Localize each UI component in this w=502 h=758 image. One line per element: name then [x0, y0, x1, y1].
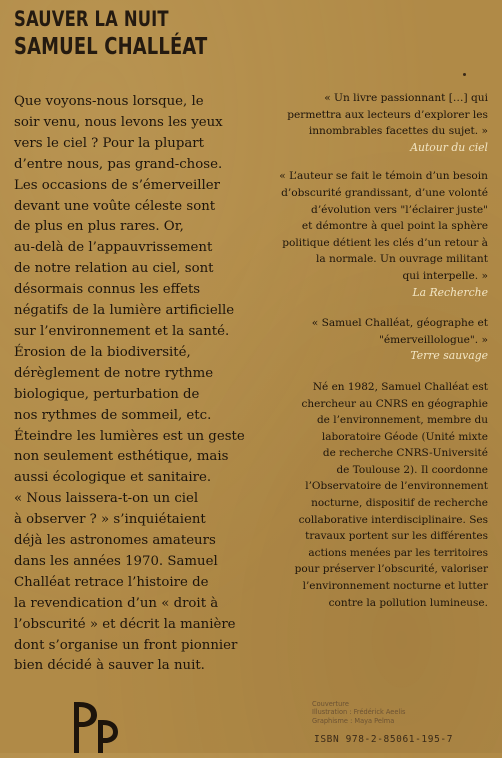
review-quote — [268, 90, 488, 156]
summary-line: biologique, perturbation de — [14, 386, 200, 402]
summary-line: dérèglement de notre rythme — [14, 365, 214, 381]
bio-line: Né en 1982, Samuel Challéat est — [312, 380, 488, 393]
summary-line: Les occasions de s’émerveiller — [14, 177, 220, 193]
bio-line: de Toulouse 2). Il coordonne — [336, 463, 488, 476]
bio-line: pour préserver l’obscurité, valoriser — [294, 563, 488, 576]
summary-line: de plus en plus rares. Or, — [14, 219, 184, 235]
summary-line: Érosion de la biodiversité, — [14, 344, 191, 360]
publisher-logo-icon — [72, 698, 120, 753]
bio-line: chercheur au CNRS en géographie — [301, 397, 488, 410]
dot-mark — [463, 73, 466, 76]
summary-line: bien décidé à sauver la nuit. — [14, 658, 205, 674]
book-title: SAUVER LA NUIT — [14, 7, 169, 31]
summary-line: désormais connus les effets — [14, 282, 201, 298]
summary-line: Que voyons-nous lorsque, le — [14, 94, 204, 109]
bio-line: l’environnement nocturne et lutter — [302, 580, 488, 593]
book-header — [14, 6, 262, 62]
quote-line: « Un livre passionnant […] qui — [324, 92, 488, 104]
author-bio — [268, 379, 488, 611]
summary-line: déjà les astronomes amateurs — [14, 533, 216, 549]
quote-line: permettra aux lecteurs d’explorer les — [287, 108, 488, 121]
summary-line: négatifs de la lumière artificielle — [14, 303, 235, 319]
quote-source: Terre sauvage — [410, 349, 488, 363]
summary-line: au-delà de l’appauvrissement — [14, 240, 213, 256]
summary-line: la revendication d’un « droit à — [14, 595, 219, 611]
summary-line: dans les années 1970. Samuel — [14, 553, 218, 569]
summary-line: dont s’organise un front pionnier — [14, 637, 238, 653]
bio-line: travaux portent sur les différentes — [305, 530, 488, 543]
summary-line: aussi écologique et sanitaire. — [14, 470, 212, 486]
summary-line: de notre relation au ciel, sont — [14, 261, 214, 277]
review-quote — [268, 168, 488, 301]
quote-line: politique détient les clés d’un retour à — [282, 236, 488, 249]
summary-line: sur l’environnement et la santé. — [14, 323, 230, 339]
book-author: SAMUEL CHALLÉAT — [14, 34, 208, 60]
bio-line: laboratoire Géode (Unité mixte — [321, 430, 488, 443]
bio-line: de l’environnement, membre du — [316, 414, 488, 427]
bio-line: actions menées par les territoires — [308, 546, 488, 559]
credit-line: Couverture — [312, 700, 349, 708]
bio-line: de recherche CNRS-Université — [322, 447, 488, 460]
review-quote — [268, 315, 488, 365]
quote-line: d’obscurité grandissant, d’une volonté — [281, 186, 488, 199]
reviews-column — [268, 90, 488, 611]
credit-line: Graphisme : Maya Pelma — [312, 716, 395, 725]
summary-line: nos rythmes de sommeil, etc. — [14, 407, 212, 423]
credit-line: Illustration : Frédérick Aeelis — [312, 708, 406, 717]
quote-source: Autour du ciel — [410, 140, 488, 154]
quote-line: d’évolution vers "l’éclairer juste" — [311, 203, 488, 216]
summary-line: devant une voûte céleste sont — [14, 198, 216, 214]
quote-line: la normale. Un ouvrage militant — [315, 253, 488, 266]
summary-line: vers le ciel ? Pour la plupart — [14, 135, 204, 151]
summary-line: non seulement esthétique, mais — [14, 449, 229, 465]
summary-line: l’obscurité » et décrit la manière — [14, 616, 236, 632]
summary-line: à observer ? » s’inquiétaient — [14, 512, 206, 528]
quote-source: La Recherche — [412, 285, 488, 299]
bio-line: nocturne, dispositif de recherche — [311, 497, 488, 510]
summary-line: soir venu, nous levons les yeux — [14, 114, 223, 130]
summary-line: Challéat retrace l’histoire de — [14, 574, 209, 590]
quote-line: « L’auteur se fait le témoin d’un besoin — [279, 170, 488, 183]
cover-credits — [312, 700, 405, 725]
quote-line: et démontre à quel point la sphère — [301, 220, 488, 233]
isbn-number: ISBN 978-2-85061-195-7 — [314, 734, 454, 745]
bio-line: collaborative interdisciplinaire. Ses — [298, 513, 488, 526]
quote-line: qui interpelle. » — [402, 269, 488, 282]
summary-text — [14, 92, 264, 677]
bio-line: contre la pollution lumineuse. — [328, 596, 488, 609]
summary-line: Éteindre les lumières est un geste — [14, 428, 245, 444]
quote-line: « Samuel Challéat, géographe et — [311, 317, 488, 330]
bio-line: l’Observatoire de l’environnement — [305, 480, 488, 493]
summary-line: d’entre nous, pas grand-chose. — [14, 156, 223, 172]
quote-line: innombrables facettes du sujet. » — [308, 125, 488, 138]
summary-line: « Nous laissera-t-on un ciel — [14, 491, 199, 507]
quote-line: "émerveillologue". » — [378, 333, 488, 346]
